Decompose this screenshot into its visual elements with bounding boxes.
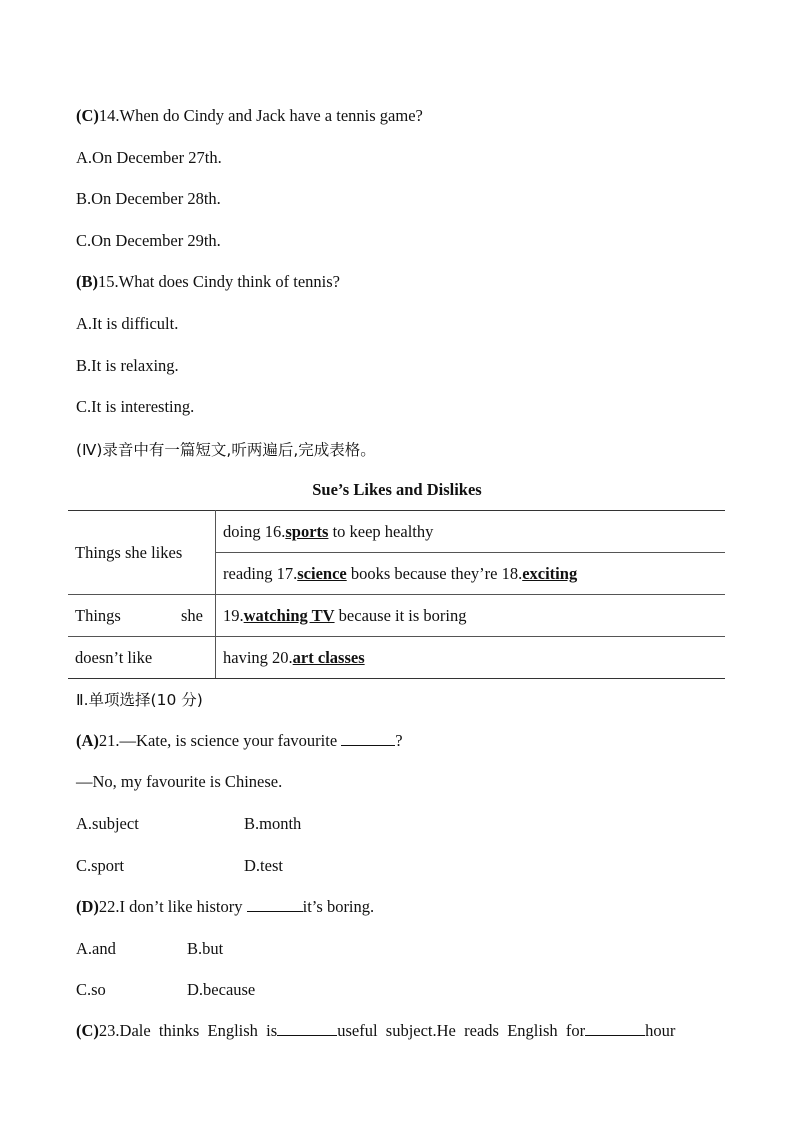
answer-23: (C) <box>76 1021 99 1040</box>
row-text: to keep healthy <box>328 521 434 541</box>
option-22-a: A.and <box>76 939 116 958</box>
question-14-text: 14.When do Cindy and Jack have a tennis game? <box>98 106 423 125</box>
question-23-text: useful subject.He reads English for <box>337 1021 586 1040</box>
answer-20: art classes <box>292 647 365 667</box>
answer-17: science <box>297 563 347 583</box>
dislikes-label-bottom: doesn’t like <box>68 637 216 679</box>
section-2-heading: Ⅱ.单项选择(10 分) <box>76 691 203 709</box>
answer-19: watching TV <box>243 605 335 625</box>
option-22-c: C.so <box>76 980 106 999</box>
dislikes-label-top <box>68 595 216 637</box>
row-text: doing 16. <box>223 521 286 541</box>
option-14-b: B.On December 28th. <box>76 189 221 208</box>
reply-21: —No, my favourite is Chinese. <box>76 772 283 791</box>
option-21-b: B.month <box>244 814 302 833</box>
blank <box>341 731 395 746</box>
blank <box>247 897 303 912</box>
table-row <box>216 637 726 679</box>
answer-15: (B) <box>76 272 98 291</box>
question-21-text: ? <box>395 731 403 750</box>
label-word: Things <box>75 605 121 625</box>
answer-22: (D) <box>76 897 99 916</box>
question-15 <box>76 272 340 292</box>
option-21-d: D.test <box>244 856 283 875</box>
question-21-text: 21.—Kate, is science your favourite <box>98 731 342 750</box>
option-22-d: D.because <box>187 980 256 999</box>
question-21 <box>76 731 403 751</box>
answer-14: (C) <box>76 106 99 125</box>
question-15-text: 15.What does Cindy think of tennis? <box>98 272 340 291</box>
question-22-text: it’s boring. <box>302 897 375 916</box>
table-row <box>216 511 726 553</box>
question-23-text: hour <box>645 1021 676 1040</box>
question-23 <box>76 1021 675 1041</box>
row-text: having 20. <box>223 647 293 667</box>
question-23-text: 23.Dale thinks English is <box>98 1021 278 1040</box>
option-14-c: C.On December 29th. <box>76 231 221 250</box>
option-21-c: C.sport <box>76 856 125 875</box>
option-15-c: C.It is interesting. <box>76 397 195 416</box>
answer-21: (A) <box>76 731 99 750</box>
option-15-a: A.It is difficult. <box>76 314 179 333</box>
question-22-text: 22.I don’t like history <box>98 897 247 916</box>
option-15-b: B.It is relaxing. <box>76 356 179 375</box>
blank <box>277 1021 337 1036</box>
question-14 <box>76 106 423 126</box>
option-21-a: A.subject <box>76 814 139 833</box>
answer-18: exciting <box>522 563 578 583</box>
row-text: books because they’re 18. <box>346 563 523 583</box>
blank <box>585 1021 645 1036</box>
table-row <box>216 595 726 637</box>
section-4-heading: (Ⅳ)录音中有一篇短文,听两遍后,完成表格。 <box>76 441 376 459</box>
row-text: because it is boring <box>334 605 467 625</box>
likes-label: Things she likes <box>68 511 216 595</box>
question-22 <box>76 897 374 917</box>
likes-table <box>68 510 725 679</box>
table-title: Sue’s Likes and Dislikes <box>312 480 482 499</box>
option-22-b: B.but <box>187 939 224 958</box>
label-word: she <box>181 605 203 625</box>
table-row <box>216 553 726 595</box>
row-text: reading 17. <box>223 563 298 583</box>
answer-16: sports <box>285 521 329 541</box>
option-14-a: A.On December 27th. <box>76 148 222 167</box>
row-text: 19. <box>223 605 244 625</box>
